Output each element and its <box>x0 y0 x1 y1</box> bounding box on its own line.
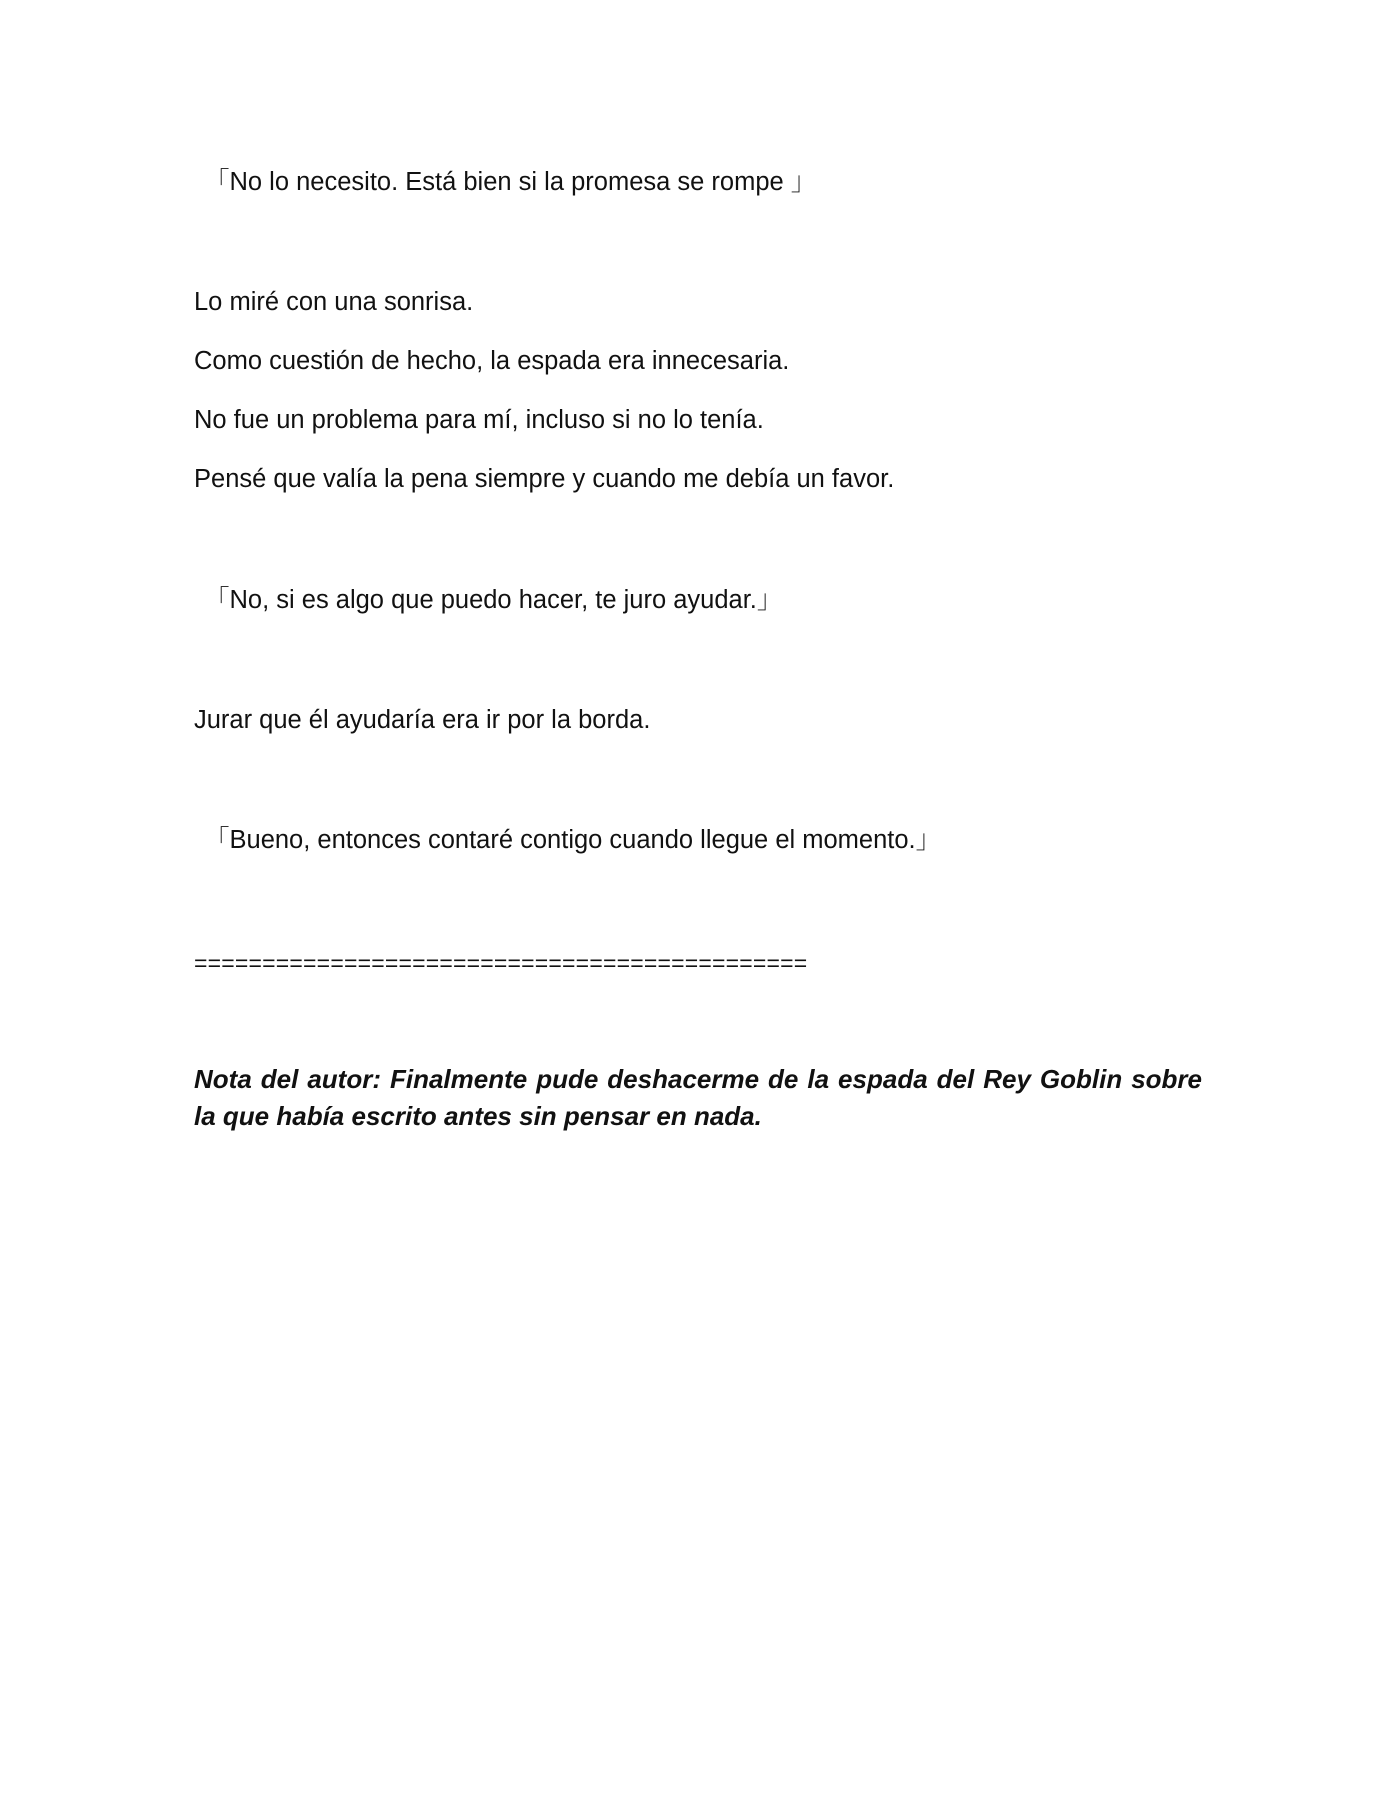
dialogue-line: 「Bueno, entonces contaré contigo cuando llegue el momento.」 <box>204 826 942 854</box>
dialogue-line: 「No, si es algo que puedo hacer, te juro ayudar.」 <box>204 586 783 614</box>
narration-line: No fue un problema para mí, incluso si no lo tenía. <box>194 406 764 434</box>
narration-line: Pensé que valía la pena siempre y cuando me debía un favor. <box>194 465 895 493</box>
narration-line: Jurar que él ayudaría era ir por la borda. <box>194 706 651 734</box>
narration-line: Lo miré con una sonrisa. <box>194 288 474 316</box>
section-separator: ============================================= <box>194 950 808 976</box>
dialogue-line: 「No lo necesito. Está bien si la promesa se rompe 」 <box>204 168 817 196</box>
narration-line: Como cuestión de hecho, la espada era innecesaria. <box>194 347 790 375</box>
author-note: Nota del autor: Finalmente pude deshacerme de la espada del Rey Goblin sobre la que había escrito antes sin pensar en nada. <box>194 1064 1202 1131</box>
